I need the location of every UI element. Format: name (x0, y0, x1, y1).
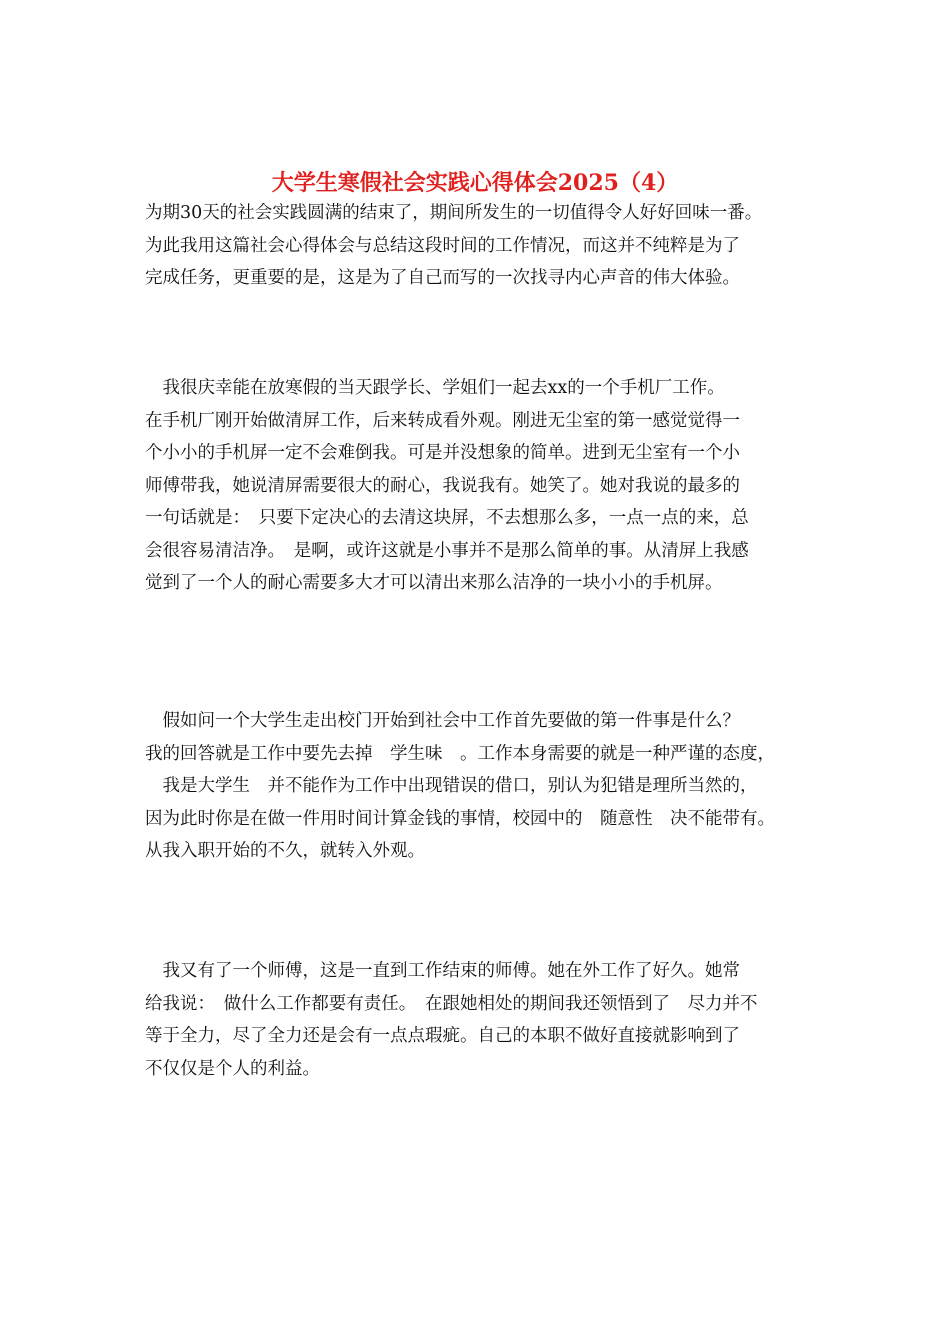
text-line: 完成任务，更重要的是，这是为了自己而写的一次找寻内心声音的伟大体验。 (145, 268, 740, 288)
text-line: 个小小的手机屏一定不会难倒我。可是并没想象的简单。进到无尘室有一个小 (145, 443, 740, 463)
text-line: 觉到了一个人的耐心需要多大才可以清出来那么洁净的一块小小的手机屏。 (145, 573, 723, 593)
text-line: 在手机厂刚开始做清屏工作，后来转成看外观。刚进无尘室的第一感觉觉得一 (145, 410, 740, 431)
text-line: 从我入职开始的不久，就转入外观。 (145, 841, 425, 861)
text-line: 等于全力，尽了全力还是会有一点点瑕疵。自己的本职不做好直接就影响到了 (145, 1026, 740, 1046)
text-line: 为期30天的社会实践圆满的结束了，期间所发生的一切值得令人好好回味一番。 (145, 203, 763, 223)
paragraph-3 (145, 705, 815, 868)
text-line: 假如问一个大学生走出校门开始到社会中工作首先要做的第一件事是什么？ (145, 711, 740, 731)
paragraph-4 (145, 955, 815, 1085)
text-line: 我又有了一个师傅，这是一直到工作结束的师傅。她在外工作了好久。她常 (145, 961, 740, 981)
text-line: 会很容易清洁净。 是啊，或许这就是小事并不是那么简单的事。从清屏上我感 (145, 540, 749, 561)
text-line: 我很庆幸能在放寒假的当天跟学长、学姐们一起去xx的一个手机厂工作。 (145, 378, 725, 398)
text-line: 给我说： 做什么工作都要有责任。 在跟她相处的期间我还领悟到了 尽力并不 (145, 993, 758, 1014)
paragraph-2 (145, 372, 815, 600)
text-line: 一句话就是： 只要下定决心的去清这块屏，不去想那么多，一点一点的来，总 (145, 508, 749, 528)
text-line: 我的回答就是工作中要先去掉 学生味 。工作本身需要的就是一种严谨的态度， (145, 743, 775, 764)
text-line: 为此我用这篇社会心得体会与总结这段时间的工作情况，而这并不纯粹是为了 (145, 235, 740, 256)
text-line: 师傅带我，她说清屏需要很大的耐心，我说我有。她笑了。她对我说的最多的 (145, 475, 740, 496)
paragraph-1 (145, 197, 815, 295)
text-line: 不仅仅是个人的利益。 (145, 1058, 320, 1079)
text-line: 因为此时你是在做一件用时间计算金钱的事情，校园中的 随意性 决不能带有。 (145, 808, 775, 829)
document-title: 大学生寒假社会实践心得体会2025（4） (271, 169, 679, 196)
text-line: 我是大学生 并不能作为工作中出现错误的借口，别认为犯错是理所当然的， (145, 776, 758, 796)
